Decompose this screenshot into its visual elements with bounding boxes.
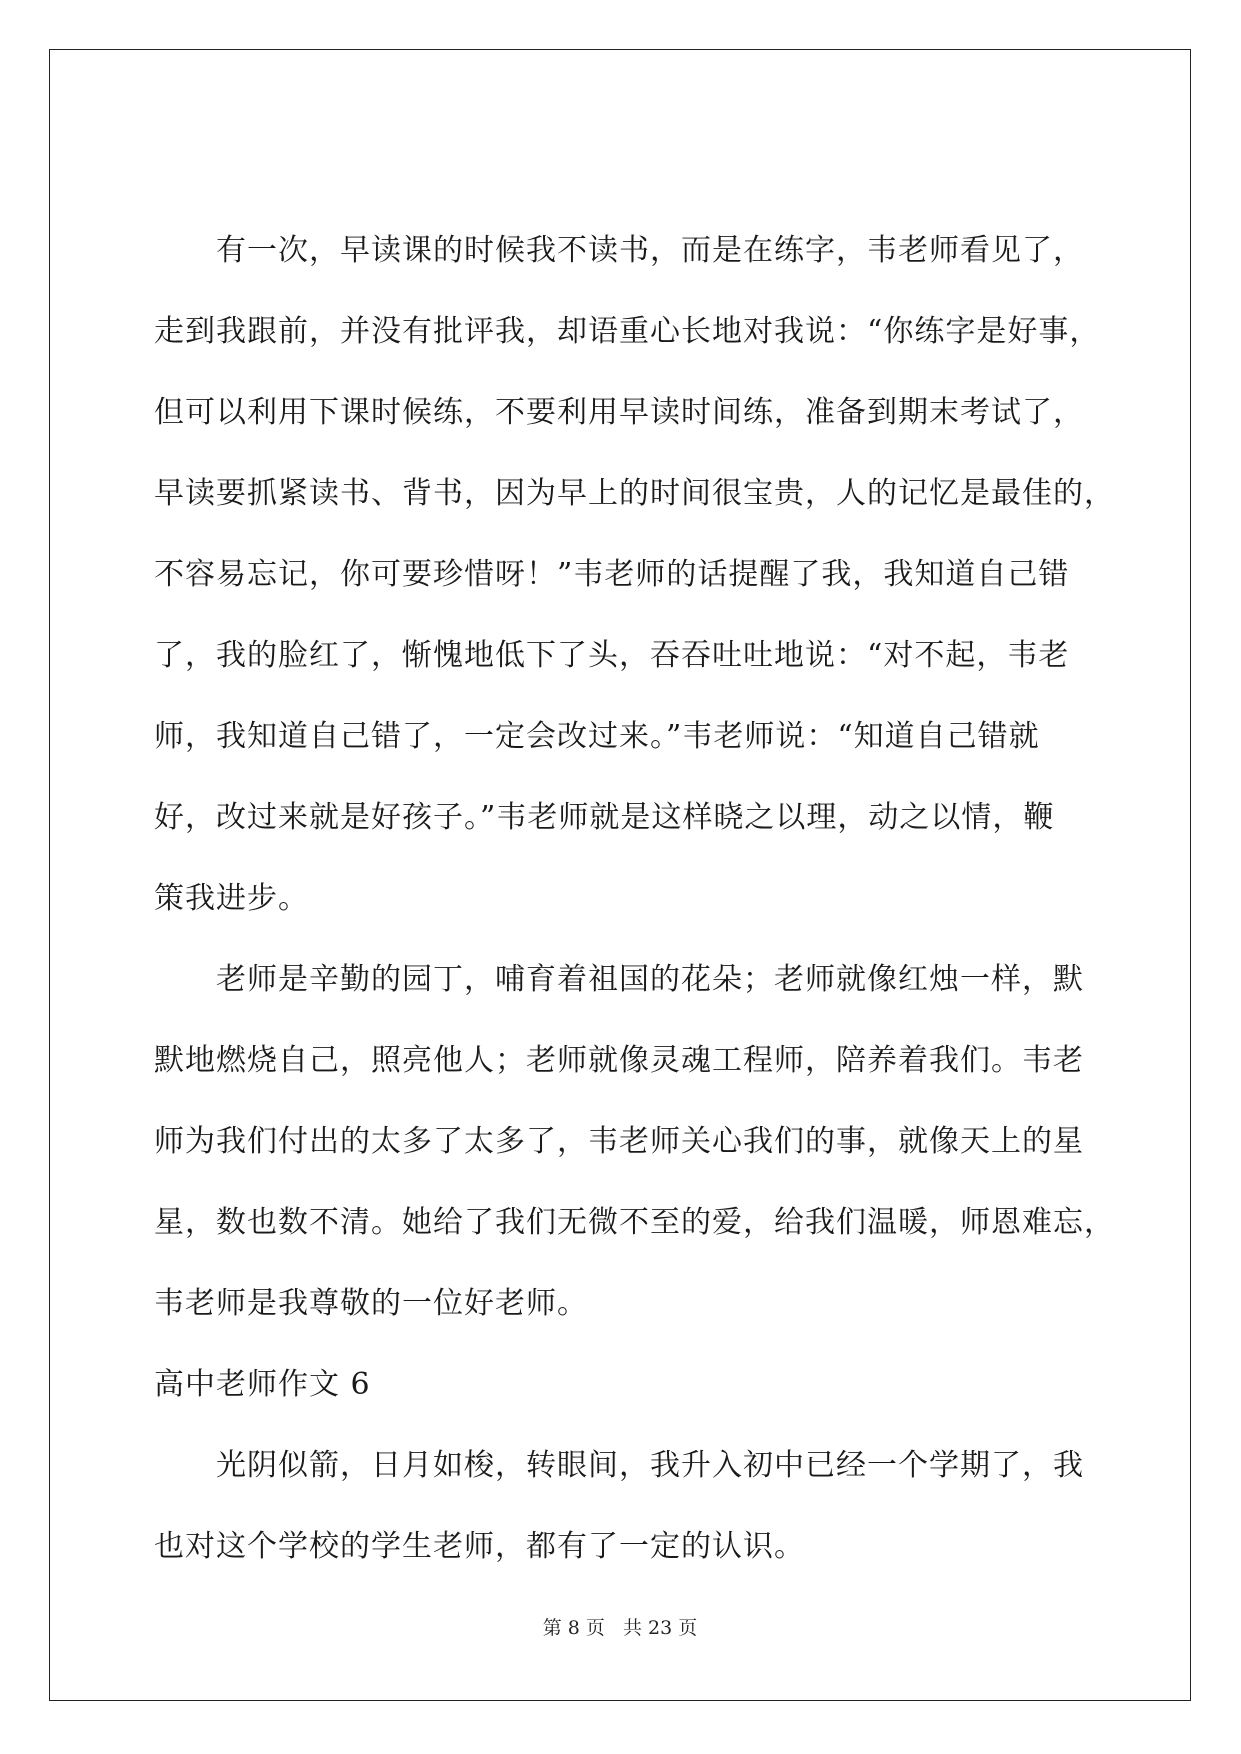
paragraph-line: 但可以利用下课时候练，不要利用早读时间练，准备到期末考试了， (154, 395, 1084, 430)
paragraph-line: 韦老师是我尊敬的一位好老师。 (154, 1286, 588, 1321)
paragraph-line: 师为我们付出的太多了太多了，韦老师关心我们的事，就像天上的星 (154, 1124, 1084, 1159)
page-footer (50, 1613, 1190, 1640)
document-page (49, 49, 1191, 1701)
paragraph-line: 光阴似箭，日月如梭，转眼间，我升入初中已经一个学期了，我 (216, 1448, 1084, 1483)
paragraph-line: 早读要抓紧读书、背书，因为早上的时间很宝贵，人的记忆是最佳的， (154, 476, 1115, 511)
paragraph-line: 默地燃烧自己，照亮他人；老师就像灵魂工程师，陪养着我们。韦老 (154, 1043, 1084, 1078)
paragraph-line: 了，我的脸红了，惭愧地低下了头，吞吞吐吐地说：“对不起，韦老 (154, 638, 1070, 673)
paragraph-line: 也对这个学校的学生老师，都有了一定的认识。 (154, 1529, 805, 1564)
paragraph-line: 星，数也数不清。她给了我们无微不至的爱，给我们温暖，师恩难忘， (154, 1205, 1115, 1240)
paragraph-line: 不容易忘记，你可要珍惜呀！”韦老师的话提醒了我，我知道自己错 (154, 557, 1070, 592)
paragraph-line: 策我进步。 (154, 881, 309, 916)
page-total: 共 23 页 (622, 1617, 698, 1639)
paragraph-line: 老师是辛勤的园丁，哺育着祖国的花朵；老师就像红烛一样，默 (216, 962, 1084, 997)
page-number: 第 8 页 (542, 1617, 605, 1639)
paragraph-line: 走到我跟前，并没有批评我，却语重心长地对我说：“你练字是好事， (154, 314, 1101, 349)
paragraph-line: 有一次，早读课的时候我不读书，而是在练字，韦老师看见了， (216, 233, 1084, 268)
paragraph-line: 师，我知道自己错了，一定会改过来。”韦老师说：“知道自己错就 (154, 719, 1040, 754)
section-heading: 高中老师作文 6 (154, 1367, 371, 1402)
paragraph-line: 好，改过来就是好孩子。”韦老师就是这样晓之以理，动之以情，鞭 (154, 800, 1055, 835)
document-body (154, 210, 1154, 1587)
